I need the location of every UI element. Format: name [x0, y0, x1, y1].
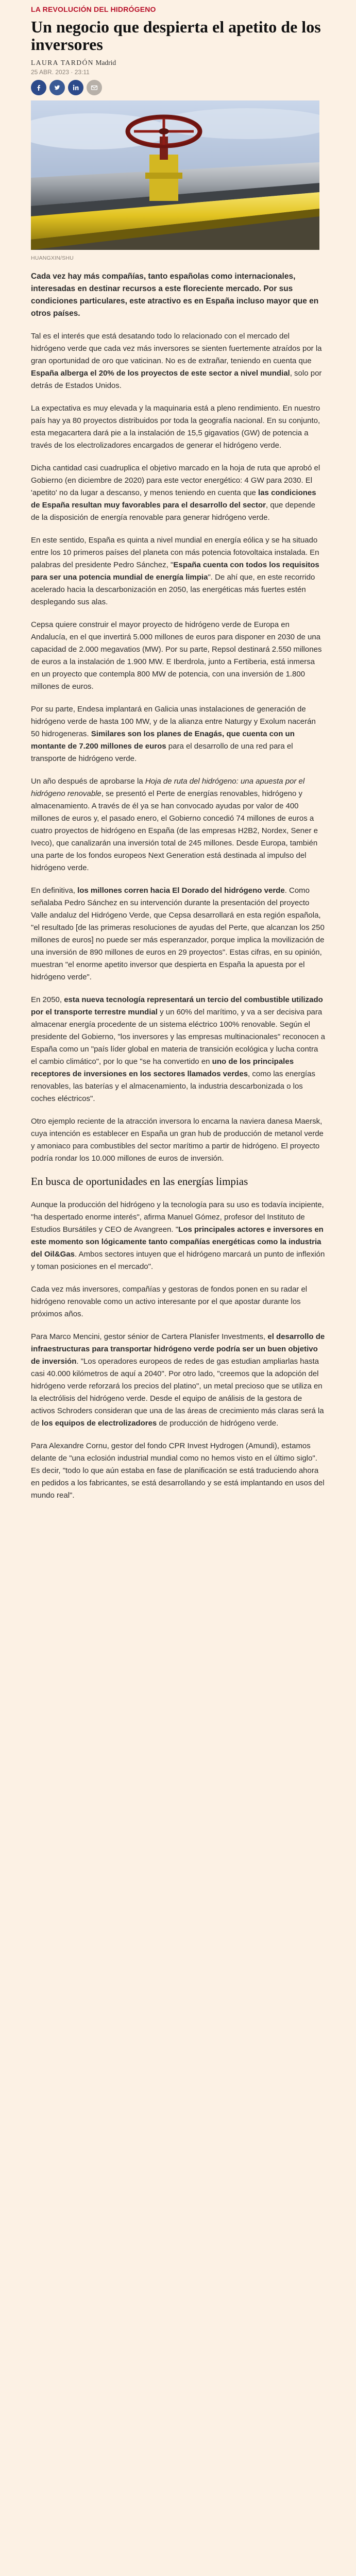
twitter-share-button[interactable]: [49, 80, 65, 95]
bold-text: el desarrollo de infraestructuras para transportar hidrógeno verde podría ser un buen objetivo de inversión: [31, 1332, 325, 1366]
byline: [31, 59, 325, 67]
share-bar: [31, 80, 325, 95]
paragraph-text: Por su parte, Endesa implantará en Galicia unas instalaciones de generación de hidrógeno verde de hasta 100 MW, y de la alianza entre Naturgy y Exolum nacerán 50 hidrogeneras.: [31, 705, 316, 738]
facebook-share-button[interactable]: [31, 80, 46, 95]
article-paragraph: [31, 775, 325, 874]
paragraph-text: Tal es el interés que está desatando todo lo relacionado con el mercado del hidrógeno verde que cada vez más inversores se sienten fuertemente atraídos por la gran oportunidad de oro que vaticinan. No es de extrañar, teniendo en cuenta que: [31, 332, 322, 365]
paragraph-text: Dicha cantidad casi cuadruplica el objetivo marcado en la hoja de ruta que aprobó el Gobierno (en diciembre de 2020) para este vector energético: 4 GW para 2030. El 'apetito' no da lugar a descanso, y menos teniendo en cuenta que: [31, 464, 320, 497]
author-location: Madrid: [95, 59, 116, 66]
article-photo: [31, 100, 319, 250]
mail-icon: [91, 84, 98, 91]
paragraph-text: Cepsa quiere construir el mayor proyecto de hidrógeno verde de Europa en Andalucía, en el que invertirá 5.000 millones de euros para disponer en 2030 de una capacidad de 2.000 megavatios (MW). Por su parte, Repsol destinará 2.550 millones de euros a la instalación de 1.900 MW. E Iberdrola, junto a Fertiberia, está inmersa en un proyecto que contempla 800 MW de potencia, con una inversión de 1.800 millones de euros.: [31, 620, 322, 691]
bold-text: los equipos de electrolizadores: [41, 1419, 157, 1428]
paragraph-text: Cada vez hay más compañías, tanto españolas como internacionales, interesadas en destinar recursos a este floreciente mercado. Por sus condiciones particulares, este atractivo es en España incluso mayor que en otros países.: [31, 272, 319, 318]
article-paragraph: [31, 1440, 325, 1502]
paragraph-text: Aunque la producción del hidrógeno y la tecnología para su uso es todavía incipiente, "ha despertado enorme interés", afirma Manuel Gómez, profesor del Instituto de Estudios Bursátiles y CEO de Avangreen. ": [31, 1200, 324, 1234]
article-paragraph: [31, 994, 325, 1105]
paragraph-text: Un año después de aprobarse la: [31, 777, 145, 786]
paragraph-text: . "Los operadores europeos de redes de gas estudian ampliarlas hasta casi 40.000 kilómetros de aquí a 2040". Por otro lado, "creemos que la adopción del hidrógeno verde reforzará los precios del platino", un metal precioso que se utiliza en la electrólisis del hidrógeno verde. Desde el equipo de análisis de la gestora de activos Schroders consideran que una de las áreas de crecimiento más claras será la de: [31, 1357, 324, 1428]
bold-text: los millones corren hacia El Dorado del hidrógeno verde: [77, 886, 285, 895]
paragraph-text: En este sentido, España es quinta a nivel mundial en energía eólica y se ha situado entre los 10 primeros países del planeta con más potencia fotovoltaica instalada. En palabras del presidente Pedro Sánchez, ": [31, 536, 319, 569]
article-paragraph: [31, 885, 325, 984]
paragraph-text: para el desarrollo de una red para el transporte de hidrógeno verde.: [31, 742, 293, 763]
article-paragraph: [31, 619, 325, 693]
paragraph-text: , como las energías renovables, las baterías y el almacenamiento, la industria descarbonizada o los coches eléctricos".: [31, 1070, 315, 1103]
bold-text: España cuenta con todos los requisitos para ser una potencia mundial de energía limpia: [31, 561, 319, 582]
paragraph-text: de producción de hidrógeno verde.: [157, 1419, 279, 1428]
paragraph-text: . Ambos sectores intuyen que el hidrógeno marcará un punto de inflexión y toman posiciones en el mercado".: [31, 1250, 325, 1271]
article-lead: [31, 270, 325, 320]
paragraph-text: ". De ahí que, en este recorrido acelerado hacia la descarbonización en 2050, las energéticas más fuertes estén desplegando sus alas.: [31, 573, 315, 606]
section-subheading: En busca de oportunidades en las energías limpias: [31, 1175, 248, 1188]
bold-text: España alberga el 20% de los proyectos de este sector a nivel mundial: [31, 369, 290, 378]
bold-text: esta nueva tecnología representará un tercio del combustible utilizado por el transporte terrestre mundial: [31, 995, 323, 1016]
paragraph-text: Cada vez más inversores, compañías y gestoras de fondos ponen en su radar el hidrógeno renovable como un activo interesante por el que apostar durante los próximos años.: [31, 1285, 308, 1318]
paragraph-text: En definitiva,: [31, 886, 78, 895]
article-title: Un negocio que despierta el apetito de los inversores: [31, 18, 321, 54]
article-paragraph: [31, 330, 325, 392]
paragraph-text: La expectativa es muy elevada y la maquinaria está a pleno rendimiento. En nuestro país hay ya 80 proyectos distribuidos por toda la geografía nacional. En su conjunto, esta megacartera dará pie a la instalación de 15,5 gigavatios (GW) de potencia a través de los electrolizadores encargados de generar el hidrógeno verde.: [31, 404, 320, 450]
italic-text: Hoja de ruta del hidrógeno: una apuesta por el hidrógeno renovable: [31, 777, 305, 798]
twitter-icon: [54, 84, 61, 91]
paragraph-text: , se presentó el Perte de energías renovables, hidrógeno y almacenamiento. A través de él ya se han convocado ayudas por valor de 400 millones de euros y, el pasado enero, el Gobierno concedió 74 millones de euros a cuatro proyectos de hidrógeno en España (de las empresas H2B2, Nordex, Sener e Iveco), que canalizarán una inversión total de 245 millones. Desde Europa, también una parte de los fondos europeos Next Generation está destinada al impulso del hidrógeno verde.: [31, 789, 318, 872]
photo-credit: HUANGXIN/SHU: [31, 255, 74, 261]
article-paragraph: [31, 1283, 325, 1320]
article-paragraph: [31, 703, 325, 765]
paragraph-text: Para Alexandre Cornu, gestor del fondo CPR Invest Hydrogen (Amundi), estamos delante de "una eclosión industrial mundial como no hemos visto en el último siglo". Es decir, "todo lo que aún estaba en fase de planificación se está traduciendo ahora en pedidos a los fabricantes, se está desarrollando y se está implantando en usos del mundo real".: [31, 1442, 325, 1500]
article-paragraph: [31, 462, 325, 524]
article-paragraph: [31, 534, 325, 608]
bold-text: Los principales actores e inversores en este momento son lógicamente tanto compañías energéticas como la industria del Oil&Gas: [31, 1225, 324, 1259]
bold-text: uno de los principales receptores de inversiones en los sectores llamados verdes: [31, 1057, 294, 1078]
facebook-icon: [35, 84, 42, 91]
bold-text: Similares son los planes de Enagás, que cuenta con un montante de 7.200 millones de euros: [31, 730, 295, 751]
article-paragraph: [31, 402, 325, 452]
linkedin-share-button[interactable]: [68, 80, 83, 95]
article-paragraph: [31, 1115, 325, 1165]
section-kicker[interactable]: LA REVOLUCIÓN DEL HIDRÓGENO: [31, 5, 156, 13]
paragraph-text: , solo por detrás de Estados Unidos.: [31, 369, 322, 390]
paragraph-text: En 2050,: [31, 995, 64, 1004]
article-paragraph: [31, 1331, 325, 1430]
article-paragraph: [31, 1199, 325, 1273]
publish-date: 25 ABR. 2023 · 23:11: [31, 69, 90, 76]
paragraph-text: Para Marco Mencini, gestor sénior de Cartera Planisfer Investments,: [31, 1332, 268, 1341]
paragraph-text: , que depende de la disposición de energía renovable para generar hidrógeno verde.: [31, 501, 315, 522]
article-body: [31, 270, 325, 1502]
linkedin-icon: [72, 84, 79, 91]
paragraph-text: y un 60% del marítimo, y va a ser decisiva para almacenar energía procedente de un sistema eléctrico 100% renovable. Según el presidente del Gobierno, "los inversores y las empresas multinacionales" reconocen a España como un "país líder global en materia de transición ecológica y lucha contra el cambio climático", por lo que "se ha convertido en: [31, 1008, 325, 1066]
paragraph-text: Otro ejemplo reciente de la atracción inversora lo encarna la naviera danesa Maersk, cuya intención es establecer en España un gran hub de producción de metanol verde y amoniaco para combustibles del sector marítimo a partir de hidrógeno. El proyecto podría rondar los 10.000 millones de euros de inversión.: [31, 1117, 324, 1163]
bold-text: las condiciones de España resultan muy favorables para el desarrollo del sector: [31, 488, 316, 510]
paragraph-text: . Como señalaba Pedro Sánchez en su intervención durante la presentación del proyecto Valle andaluz del Hidrógeno Verde, que Cepsa desarrollará en esta región española, "el resultado [de las primeras resoluciones de ayudas del Perte, que alcanzan los 250 millones de euros] no puede ser más esperanzador, porque implica la movilización de una inversión de 890 millones de euros en 29 proyectos". Estas cifras, en su opinión, muestran "el enorme apetito inversor que despierta en España la apuesta por el hidrógeno verde".: [31, 886, 325, 981]
email-share-button[interactable]: [87, 80, 102, 95]
author-name[interactable]: LAURA TARDÓN: [31, 59, 94, 66]
